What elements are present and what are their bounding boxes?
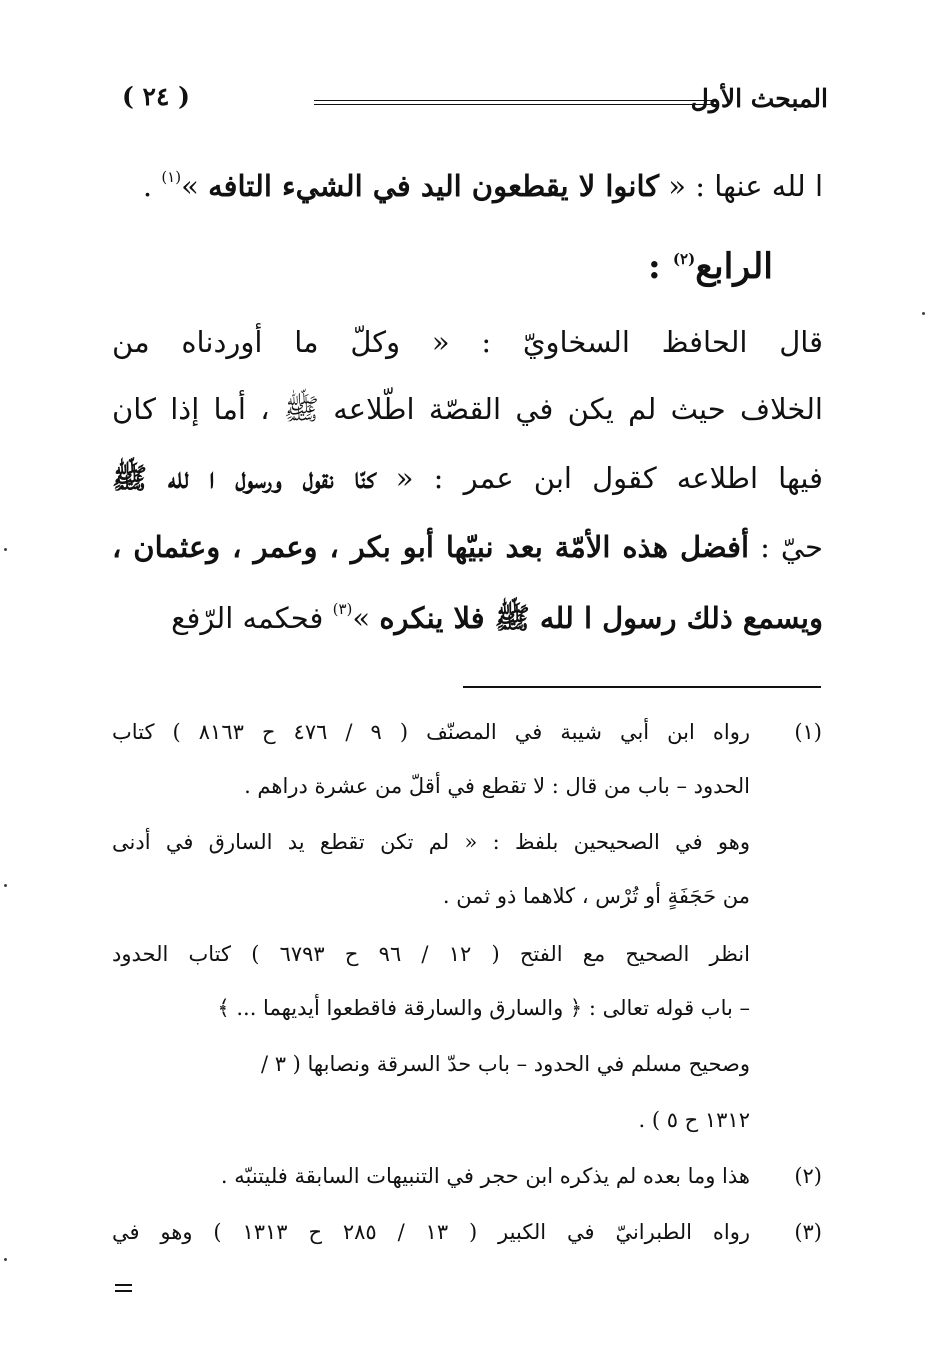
line1-prefix: ا لله عنها : «	[659, 169, 823, 203]
hadith-quote-2-end: ويسمع ذلك رسول ا لله ﷺ فلا ينكره	[379, 601, 823, 635]
line1-end: .	[142, 169, 162, 203]
footnote-1-line-2: الحدود – باب من قال : لا تقطع في أقلّ من عشرة دراهم .	[244, 774, 750, 798]
quote-close: »	[181, 169, 209, 203]
footnote-1-line-7: وصحيح مسلم في الحدود – باب حدّ السرقة ونصابها ( ٣ /	[260, 1052, 750, 1076]
body-line-6	[112, 527, 823, 567]
footnote-number-3: (٣)	[794, 1220, 822, 1244]
line7-suffix: فحكمه الرّفع	[171, 601, 333, 635]
footnote-number-1: (١)	[794, 720, 822, 744]
scan-speck	[922, 312, 925, 315]
header-rule	[314, 100, 718, 105]
body-line-7	[112, 598, 823, 638]
heading-colon: :	[647, 246, 673, 287]
footnote-1-line-1: رواه ابن أبي شيبة في المصنّف ( ٩ / ٤٧٦ ح ٨١٦٣ ) كتاب	[112, 720, 750, 744]
hadith-quote-2-mid: أفضل هذه الأمّة بعد نبيّها أبو بكر ، وعمر ، وعثمان ،	[112, 530, 750, 564]
continuation-mark	[115, 1284, 132, 1296]
footnote-ref-2: (٢)	[672, 250, 696, 268]
footnote-1-line-4: من حَجَفَةٍ أو تُرْس ، كلاهما ذو ثمن .	[442, 884, 750, 908]
footnote-ref-1: (١)	[161, 168, 182, 186]
heading-text: الرابع	[695, 246, 773, 287]
scan-speck	[4, 884, 7, 887]
scan-speck	[4, 548, 7, 551]
chapter-title: المبحث الأول	[690, 84, 828, 113]
quote-close-2: »	[352, 601, 380, 635]
page-header	[118, 80, 828, 120]
body-line-5	[112, 458, 823, 498]
line5-prefix: فيها اطلاعه كقول ابن عمر : «	[395, 461, 824, 495]
body-line-1	[112, 166, 823, 206]
footnote-1-line-5: انظر الصحيح مع الفتح ( ١٢ / ٩٦ ح ٦٧٩٣ ) كتاب الحدود	[112, 942, 750, 966]
body-line-4: الخلاف حيث لم يكن في القصّة اطّلاعه ﷺ ، أما إذا كان	[112, 392, 823, 426]
footnote-separator	[463, 686, 821, 688]
page-number: ( ٢٤ )	[122, 82, 190, 111]
section-heading	[648, 246, 773, 287]
footnote-ref-3: (٣)	[332, 600, 353, 618]
footnote-1-line-8: ١٣١٢ ح ٥ ) .	[638, 1108, 750, 1132]
footnote-1-line-6: – باب قوله تعالى : ﴿ والسارق والسارقة فاقطعوا أيديهما ... ﴾	[217, 996, 750, 1020]
body-line-3: قال الحافظ السخاويّ : « وكلّ ما أوردناه من	[112, 325, 823, 359]
hadith-quote-2-start: كنّا نقول ورسول ا لله ﷺ	[112, 461, 376, 495]
footnote-1-line-3: وهو في الصحيحين بلفظ : « لم تكن تقطع يد السارق في أدنى	[112, 830, 750, 854]
footnote-2-line-1: هذا وما بعده لم يذكره ابن حجر في التنبيهات السابقة فليتنبّه .	[220, 1164, 750, 1188]
hadith-quote-1: كانوا لا يقطعون اليد في الشيء التافه	[208, 169, 660, 203]
footnote-number-2: (٢)	[794, 1164, 822, 1188]
scan-speck	[4, 1258, 7, 1261]
line6-prefix: حيّ :	[749, 530, 823, 564]
footnote-3-line-1: رواه الطبرانيّ في الكبير ( ١٣ / ٢٨٥ ح ١٣١٣ ) وهو في	[112, 1220, 750, 1244]
